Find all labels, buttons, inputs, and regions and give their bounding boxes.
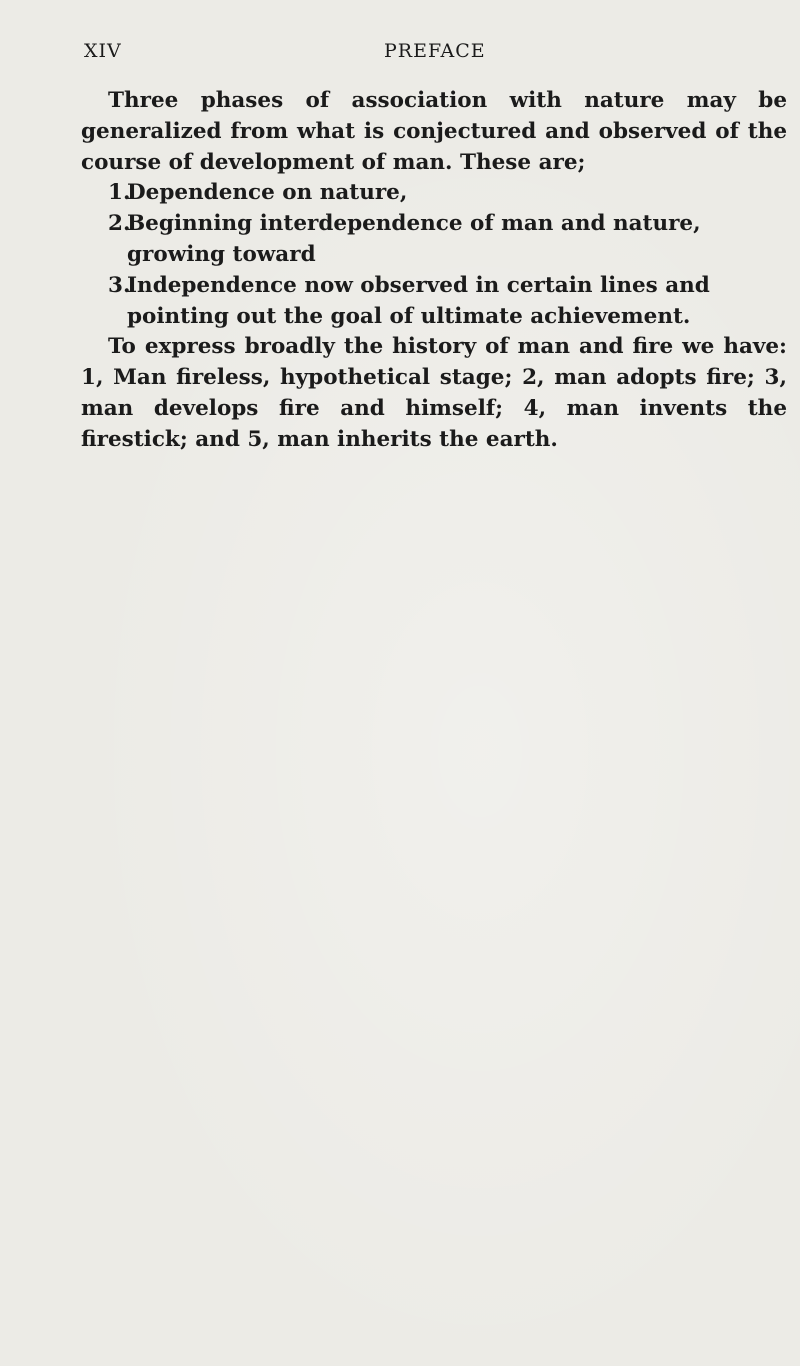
body-text <box>81 86 787 456</box>
summary-paragraph: To express broadly the history of man and fire we have: 1, Man fireless, hypothetical stage; 2, man adopts fire; 3, man develops fire and himself; 4, man invents the firestick; and 5, man inherits the earth. <box>81 334 787 452</box>
running-head-title: PREFACE <box>384 40 486 62</box>
list-item <box>81 209 787 271</box>
list-item <box>81 178 787 209</box>
intro-paragraph: Three phases of association with nature may be generalized from what is conjectured and observed of the course of development of man. These are; <box>81 88 787 175</box>
list-item-text: Beginning interdependence of man and nature, growing toward <box>127 211 701 267</box>
running-head <box>84 40 714 68</box>
list-item-number: 1. <box>108 180 131 206</box>
phases-list <box>81 178 787 332</box>
list-item <box>81 271 787 333</box>
list-item-text: Independence now observed in certain lines and pointing out the goal of ultimate achievement. <box>127 272 710 329</box>
list-item-number: 2. <box>108 211 131 237</box>
list-item-number: 3. <box>108 272 131 298</box>
list-item-text: Dependence on nature, <box>127 180 408 206</box>
page-number: XIV <box>84 40 122 62</box>
show-through-texture <box>60 440 760 1000</box>
